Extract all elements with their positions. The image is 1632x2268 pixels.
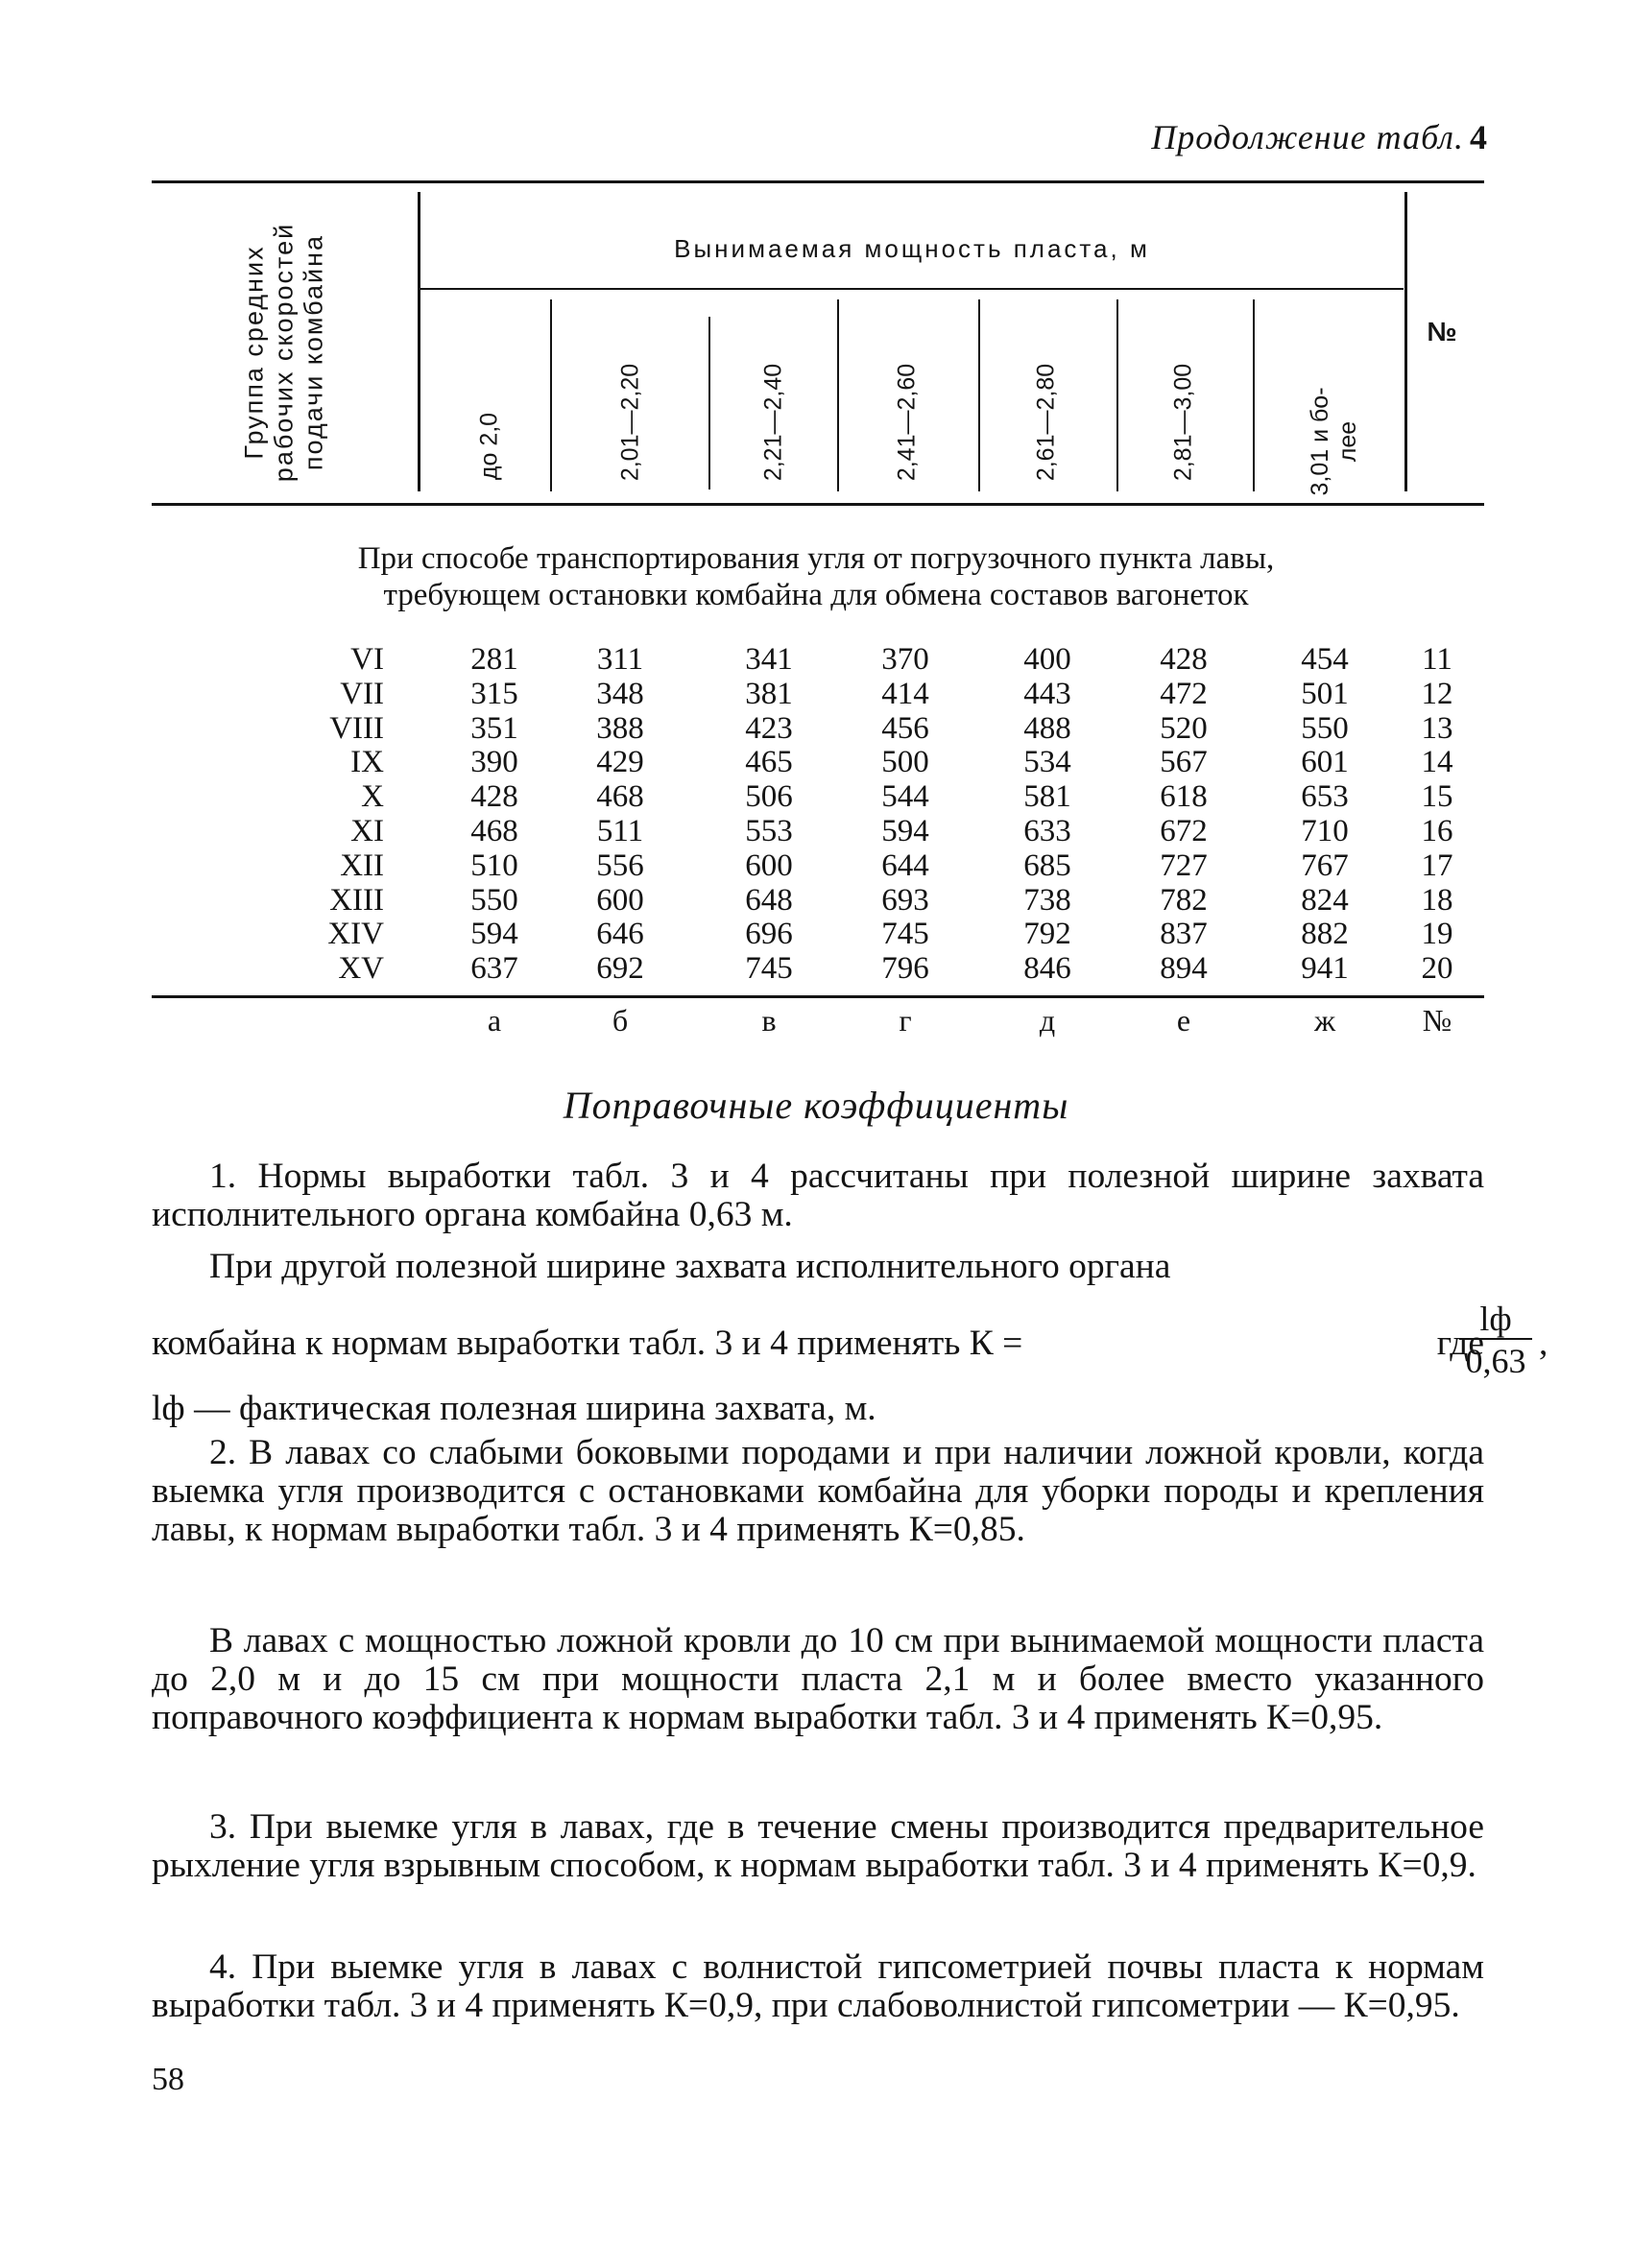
table-cell: 556	[596, 848, 644, 883]
table-cell: 428	[470, 779, 518, 815]
table-cell: 792	[1023, 917, 1071, 952]
span-header-underline	[420, 288, 1404, 290]
formula-line	[152, 1300, 1548, 1384]
table-cell: 653	[1301, 779, 1349, 815]
table-cell: 454	[1301, 642, 1349, 677]
row-group: IX	[350, 745, 384, 780]
thickness-span-header: Вынимаемая мощность пласта, м	[674, 234, 1150, 263]
table-cell: 767	[1301, 848, 1349, 883]
row-number: 17	[1421, 848, 1453, 883]
fraction-denominator: 0,63	[1465, 1342, 1526, 1380]
column-letter: а	[487, 1003, 502, 1038]
formula-prefix: комбайна к нормам выработки табл. 3 и 4 применять К =	[152, 1324, 1023, 1363]
table-cell: 738	[1023, 882, 1071, 918]
table-cell: 534	[1023, 745, 1071, 780]
table-cell: 594	[881, 813, 929, 848]
column-letter: в	[761, 1003, 777, 1038]
paragraph-1: 1. Нормы выработки табл. 3 и 4 рассчитаны при полезной ширине захвата исполнительного органа комбайна 0,63 м.	[152, 1157, 1484, 1234]
table-cell: 553	[745, 813, 793, 848]
table-cell: 443	[1023, 676, 1071, 711]
row-number: 18	[1421, 882, 1453, 918]
table-cell: 544	[881, 779, 929, 815]
table-cell: 500	[881, 745, 929, 780]
table-cell: 456	[881, 710, 929, 746]
column-letter: ж	[1313, 1003, 1336, 1038]
row-number: 14	[1421, 745, 1453, 780]
table-cell: 510	[470, 848, 518, 883]
column-divider	[550, 299, 552, 491]
table-cell: 601	[1301, 745, 1349, 780]
row-number: 19	[1421, 917, 1453, 952]
table-cell: 600	[596, 882, 644, 918]
table-cell: 488	[1023, 710, 1071, 746]
table-cell: 381	[745, 676, 793, 711]
group-header-line: рабочих скоростей	[269, 222, 299, 483]
fraction-numerator: lф	[1479, 1300, 1512, 1338]
column-header: 2,21—2,40	[759, 363, 787, 482]
column-header: 2,81—3,00	[1169, 363, 1197, 482]
paragraph-3: 3. При выемке угля в лавах, где в течение смены производится предварительное рыхление угля взрывным способом, к нормам выработки табл. 3 и 4 применять К=0,9.	[152, 1807, 1484, 1885]
table-cell: 672	[1160, 813, 1208, 848]
paragraph-1c: lф — фактическая полезная ширина захвата, м.	[152, 1389, 876, 1428]
table-cell: 465	[745, 745, 793, 780]
no-column-divider	[1404, 192, 1407, 491]
table-cell: 693	[881, 882, 929, 918]
group-column-header	[240, 223, 329, 482]
table-cell: 501	[1301, 676, 1349, 711]
table-cell: 388	[596, 710, 644, 746]
table-cell: 511	[596, 813, 644, 848]
table-cell: 594	[470, 917, 518, 952]
row-group: X	[361, 779, 384, 815]
table-cell: 472	[1160, 676, 1208, 711]
table-cell: 468	[596, 779, 644, 815]
column-letter: е	[1176, 1003, 1191, 1038]
table-cell: 311	[596, 642, 644, 677]
continuation-label: Продолжение табл.	[1151, 118, 1464, 156]
column-divider	[837, 299, 839, 491]
row-group: VII	[340, 676, 384, 711]
column-letters-row	[0, 1003, 1632, 1041]
table-cell: 390	[470, 745, 518, 780]
table-row	[0, 678, 1632, 712]
table-body	[0, 643, 1632, 987]
table-row	[0, 780, 1632, 815]
table-cell: 400	[1023, 642, 1071, 677]
table-cell: 894	[1160, 951, 1208, 987]
row-group: XII	[340, 848, 384, 883]
table-row	[0, 884, 1632, 919]
section-title	[192, 540, 1440, 613]
row-group: XIII	[329, 882, 384, 918]
row-number: 13	[1421, 710, 1453, 746]
column-divider	[1253, 299, 1255, 491]
row-group: XV	[338, 951, 384, 987]
table-cell: 550	[470, 882, 518, 918]
column-letter: д	[1039, 1003, 1056, 1038]
row-group: VIII	[329, 710, 384, 746]
table-cell: 745	[745, 951, 793, 987]
table-top-rule	[152, 180, 1484, 183]
column-header: 2,01—2,20	[616, 363, 644, 482]
page-number: 58	[152, 2062, 184, 2097]
column-header-last	[1307, 387, 1362, 495]
table-cell: 692	[596, 951, 644, 987]
table-row	[0, 849, 1632, 884]
table-cell: 696	[745, 917, 793, 952]
row-number: 15	[1421, 779, 1453, 815]
paragraph-1b: При другой полезной ширине захвата исполнительного органа	[209, 1247, 1171, 1286]
table-row	[0, 815, 1632, 849]
paragraph-2b: В лавах с мощностью ложной кровли до 10 см при вынимаемой мощности пласта до 2,0 м и до 15 см при мощности пласта 2,1 м и более вместо указанного поправочного коэффициента к нормам выработки табл. 3 и 4 применять К=0,95.	[152, 1621, 1484, 1737]
table-cell: 646	[596, 917, 644, 952]
table-cell: 648	[745, 882, 793, 918]
row-number: 11	[1422, 642, 1452, 677]
table-cell: 846	[1023, 951, 1071, 987]
column-divider	[978, 299, 980, 491]
table-row	[0, 918, 1632, 952]
table-cell: 341	[745, 642, 793, 677]
column-header: 2,41—2,60	[893, 363, 921, 482]
table-cell: 423	[745, 710, 793, 746]
table-number: 4	[1470, 118, 1488, 156]
table-cell: 506	[745, 779, 793, 815]
column-letter: г	[899, 1003, 912, 1038]
table-bottom-rule	[152, 995, 1484, 998]
table-cell: 550	[1301, 710, 1349, 746]
table-cell: 351	[470, 710, 518, 746]
table-header-bottom-rule	[152, 503, 1484, 506]
table-cell: 745	[881, 917, 929, 952]
table-cell: 315	[470, 676, 518, 711]
table-cell: 644	[881, 848, 929, 883]
table-cell: 941	[1301, 951, 1349, 987]
table-cell: 882	[1301, 917, 1349, 952]
row-group: XI	[350, 813, 384, 848]
table-cell: 600	[745, 848, 793, 883]
formula-comma: ,	[1539, 1324, 1548, 1363]
table-row	[0, 746, 1632, 780]
corrections-title: Поправочные коэффициенты	[563, 1084, 1069, 1127]
table-cell: 837	[1160, 917, 1208, 952]
table-cell: 581	[1023, 779, 1071, 815]
table-cell: 468	[470, 813, 518, 848]
table-cell: 520	[1160, 710, 1208, 746]
table-cell: 685	[1023, 848, 1071, 883]
table-cell: 824	[1301, 882, 1349, 918]
table-cell: 428	[1160, 642, 1208, 677]
group-header-line: подачи комбайна	[299, 233, 328, 471]
table-cell: 429	[596, 745, 644, 780]
row-number: 16	[1421, 813, 1453, 848]
group-header-line: Группа средних	[239, 245, 269, 460]
table-cell: 796	[881, 951, 929, 987]
table-cell: 370	[881, 642, 929, 677]
formula-gde: где	[1436, 1324, 1484, 1363]
table-cell: 637	[470, 951, 518, 987]
column-header: до 2,0	[475, 412, 503, 481]
row-group: XIV	[327, 917, 384, 952]
column-letter: б	[612, 1003, 629, 1038]
table-cell: 710	[1301, 813, 1349, 848]
row-group: VI	[350, 642, 384, 677]
section-title-line: требующем остановки комбайна для обмена составов вагонеток	[383, 578, 1249, 612]
table-cell: 348	[596, 676, 644, 711]
section-title-line: При способе транспортирования угля от погрузочного пункта лавы,	[357, 541, 1275, 576]
table-cell: 727	[1160, 848, 1208, 883]
table-continuation-caption	[1151, 117, 1488, 157]
table-cell: 633	[1023, 813, 1071, 848]
column-header: 2,61—2,80	[1032, 363, 1060, 482]
table-cell: 618	[1160, 779, 1208, 815]
column-divider	[1116, 299, 1118, 491]
table-cell: 567	[1160, 745, 1208, 780]
column-divider	[708, 317, 710, 489]
column-header-line: лее	[1334, 420, 1361, 463]
no-column-header: №	[1427, 317, 1457, 346]
table-cell: 782	[1160, 882, 1208, 918]
table-row	[0, 643, 1632, 678]
column-header-line: 3,01 и бо-	[1307, 387, 1333, 496]
column-letter: №	[1422, 1003, 1452, 1038]
row-number: 12	[1421, 676, 1453, 711]
table-row	[0, 712, 1632, 747]
paragraph-2: 2. В лавах со слабыми боковыми породами и при наличии ложной кровли, когда выемка угля производится с остановками комбайна для уборки породы и крепления лавы, к нормам выработки табл. 3 и 4 применять К=0,85.	[152, 1433, 1484, 1549]
table-cell: 281	[470, 642, 518, 677]
table-cell: 414	[881, 676, 929, 711]
table-row	[0, 952, 1632, 987]
paragraph-4: 4. При выемке угля в лавах с волнистой гипсометрией почвы пласта к нормам выработки табл. 3 и 4 применять К=0,9, при слабоволнистой гипсометрии — К=0,95.	[152, 1947, 1484, 2025]
row-number: 20	[1421, 951, 1453, 987]
